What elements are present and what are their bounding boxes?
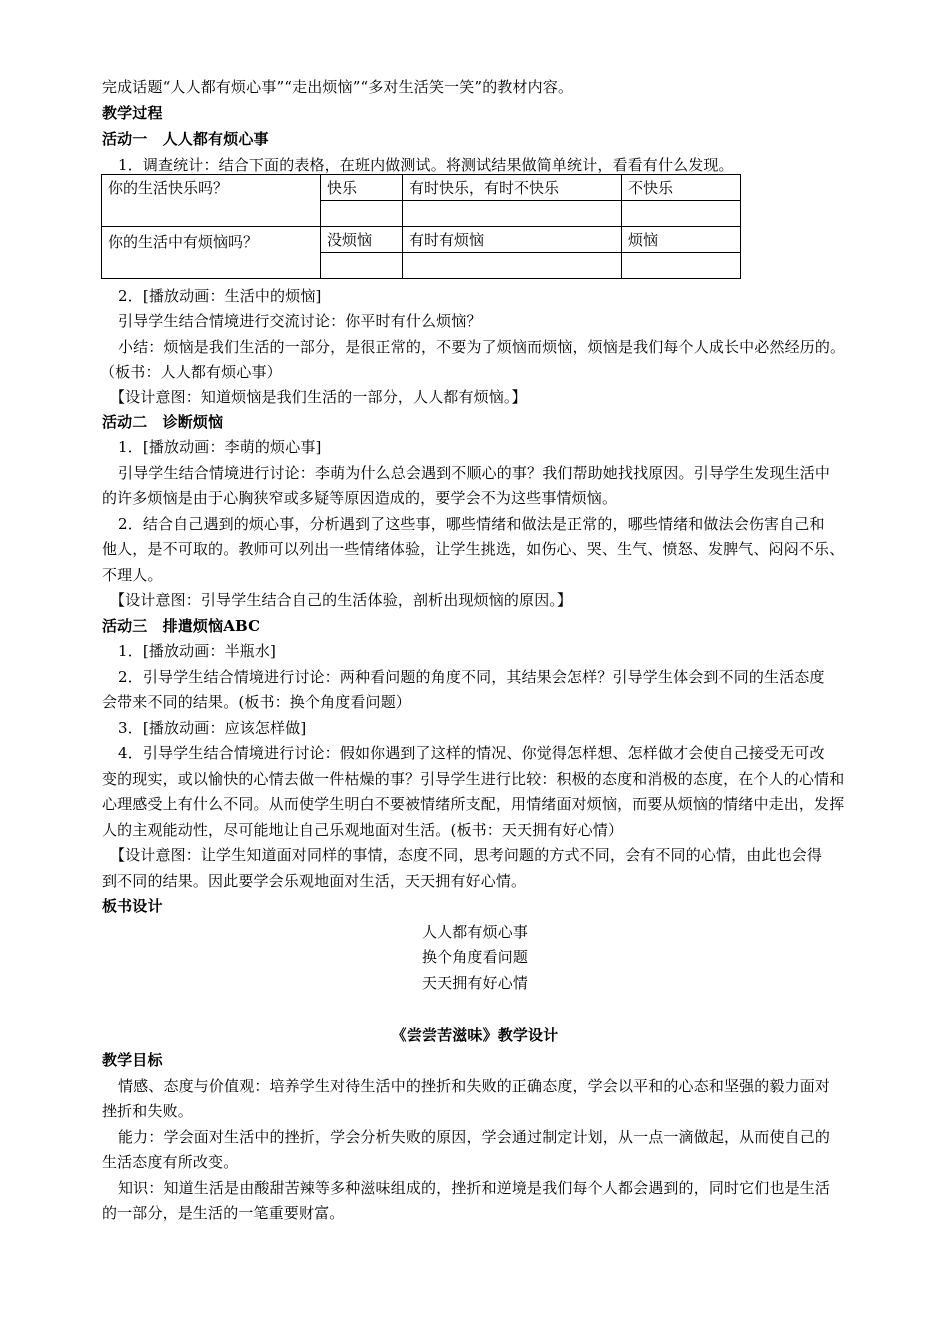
activity1-step1: 1．调查统计：结合下面的表格，在班内做测试。将测试结果做简单统计，看看有什么发现。	[118, 156, 734, 174]
section-title: 《尝尝苦滋味》教学设计	[391, 1026, 559, 1044]
survey-count-cell	[403, 201, 622, 227]
activity1-guide: 引导学生结合情境进行交流讨论：你平时有什么烦恼？	[118, 312, 482, 330]
activity3-step4-cont2: 心理感受上有什么不同。从而使学生明白不要被情绪所支配，用情绪面对烦恼，而要从烦恼的情绪中走出，发挥	[102, 795, 845, 813]
goals-heading: 教学目标	[102, 1051, 163, 1069]
activity3-step2: 2．引导学生结合情境进行讨论：两种看问题的角度不同，其结果会怎样？引导学生体会到不同的生活态度	[118, 668, 825, 686]
board-line: 换个角度看问题	[421, 948, 529, 966]
activity2-step2: 2．结合自己遇到的烦心事，分析遇到了这些事，哪些情绪和做法是正常的，哪些情绪和做法会伤害自己和	[118, 515, 825, 533]
table-row	[102, 227, 741, 253]
activity2-heading: 活动二 诊断烦恼	[102, 413, 224, 431]
goal-ability-cont: 生活态度有所改变。	[102, 1153, 239, 1171]
activity3-intent-cont: 到不同的结果。因此要学会乐观地面对生活，天天拥有好心情。	[102, 872, 527, 890]
activity1-step2: 2．[播放动画：生活中的烦恼]	[118, 287, 322, 305]
goal-emotion: 情感、态度与价值观：培养学生对待生活中的挫折和失败的正确态度，学会以平和的心态和坚强的毅力面对	[118, 1077, 831, 1095]
intro-text: 完成话题“人人都有烦心事”“走出烦恼”“多对生活笑一笑”的教材内容。	[102, 78, 574, 96]
activity2-step1: 1．[播放动画：李萌的烦心事]	[118, 438, 322, 456]
survey-count-cell	[321, 253, 403, 279]
board-heading: 板书设计	[102, 897, 163, 915]
survey-count-cell	[321, 201, 403, 227]
survey-count-cell	[622, 253, 741, 279]
activity1-intent: 【设计意图：知道烦恼是我们生活的一部分，人人都有烦恼。】	[110, 388, 527, 406]
goal-ability: 能力：学会面对生活中的挫折，学会分析失败的原因，学会通过制定计划，从一点一滴做起，从而使自己的	[118, 1128, 831, 1146]
activity3-step2-cont: 会带来不同的结果。(板书：换个角度看问题）	[102, 693, 412, 711]
activity1-summary: 小结：烦恼是我们生活的一部分，是很正常的，不要为了烦恼而烦恼，烦恼是我们每个人成长中必然经历的。	[118, 338, 846, 356]
survey-question-happy: 你的生活快乐吗？	[102, 175, 321, 227]
survey-option: 不快乐	[622, 175, 741, 201]
activity3-heading: 活动三 排遣烦恼ABC	[102, 617, 261, 635]
survey-option: 烦恼	[622, 227, 741, 253]
activity3-intent: 【设计意图：让学生知道面对同样的事情，态度不同，思考问题的方式不同，会有不同的心情，由此也会得	[110, 846, 823, 864]
activity3-step1: 1．[播放动画：半瓶水]	[118, 642, 277, 660]
goal-knowledge-cont: 的一部分，是生活的一笔重要财富。	[102, 1204, 345, 1222]
survey-option: 快乐	[321, 175, 403, 201]
table-row	[102, 175, 741, 201]
survey-option: 有时快乐，有时不快乐	[403, 175, 622, 201]
activity2-guide-cont: 的许多烦恼是由于心胸狭窄或多疑等原因造成的，要学会不为这些事情烦恼。	[102, 489, 618, 507]
activity1-summary-board: （板书：人人都有烦心事）	[100, 363, 282, 381]
process-heading: 教学过程	[102, 104, 163, 122]
board-line: 人人都有烦心事	[421, 923, 529, 941]
survey-option: 有时有烦恼	[403, 227, 622, 253]
activity3-step3: 3．[播放动画：应该怎样做]	[118, 719, 307, 737]
survey-option: 没烦恼	[321, 227, 403, 253]
activity2-guide: 引导学生结合情境进行讨论：李萌为什么总会遇到不顺心的事？我们帮助她找找原因。引导学生发现生活中	[118, 464, 831, 482]
activity3-step4-cont1: 变的现实，或以愉快的心情去做一件枯燥的事？引导学生进行比较：积极的态度和消极的态度，在个人的心情和	[102, 770, 845, 788]
survey-table	[101, 174, 741, 279]
survey-count-cell	[403, 253, 622, 279]
goal-knowledge: 知识：知道生活是由酸甜苦辣等多种滋味组成的，挫折和逆境是我们每个人都会遇到的，同时它们也是生活	[118, 1179, 831, 1197]
activity2-intent: 【设计意图：引导学生结合自己的生活体验，剖析出现烦恼的原因。】	[110, 591, 573, 609]
activity1-heading: 活动一 人人都有烦心事	[102, 130, 269, 148]
survey-count-cell	[622, 201, 741, 227]
activity2-step2-end: 不理人。	[102, 566, 163, 584]
activity3-step4: 4．引导学生结合情境进行讨论：假如你遇到了这样的情况、你觉得怎样想、怎样做才会使自己接受无可改	[118, 744, 825, 762]
activity2-step2-cont: 他人，是不可取的。教师可以列出一些情绪体验，让学生挑选，如伤心、哭、生气、愤怒、发脾气、闷闷不乐、	[102, 540, 845, 558]
activity3-step4-cont3: 人的主观能动性，尽可能地让自己乐观地面对生活。(板书：天天拥有好心情）	[102, 821, 624, 839]
board-line: 天天拥有好心情	[421, 974, 529, 992]
survey-question-worry: 你的生活中有烦恼吗？	[102, 227, 321, 279]
goal-emotion-cont: 挫折和失败。	[102, 1102, 193, 1120]
